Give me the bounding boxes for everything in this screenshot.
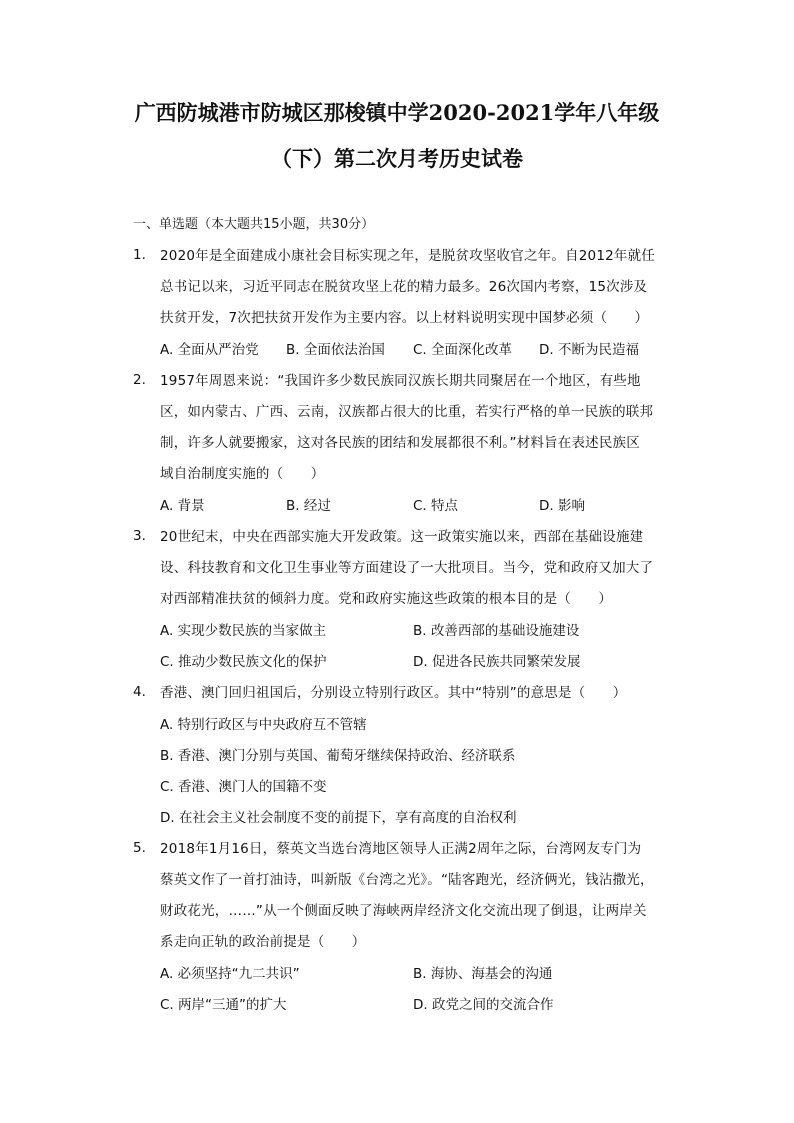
option-c: C. 全面深化改革 bbox=[413, 342, 513, 358]
question-number: 5. bbox=[133, 840, 146, 856]
question-text-line: 蔡英文作了一首打油诗，叫新版《台湾之光》。“陆客跑光，经济俩光，钱沾撒光， bbox=[160, 872, 654, 888]
option-c: C. 香港、澳门人的国籍不变 bbox=[160, 779, 327, 795]
option-a: A. 必须坚持“九二共识” bbox=[160, 966, 300, 982]
exam-title-line-1: 广西防城港市防城区那梭镇中学2020-2021学年八年级 bbox=[134, 100, 660, 125]
question-number: 1. bbox=[133, 247, 146, 263]
option-d: D. 不断为民造福 bbox=[539, 342, 639, 358]
option-b: B. 海协、海基会的沟通 bbox=[413, 966, 553, 982]
option-c: C. 推动少数民族文化的保护 bbox=[160, 654, 327, 670]
option-b: B. 香港、澳门分别与英国、葡萄牙继续保持政治、经济联系 bbox=[160, 748, 516, 764]
question-text-line: 设、科技教育和文化卫生事业等方面建设了一大批项目。当今，党和政府又加大了 bbox=[160, 560, 654, 576]
question-text-line: 香港、澳门回归祖国后，分别设立特别行政区。其中“特别”的意思是（ ） bbox=[160, 685, 627, 701]
question-text-line: 2018年1月16日，蔡英文当选台湾地区领导人正满2周年之际，台湾网友专门为 bbox=[160, 841, 642, 857]
option-c: C. 特点 bbox=[413, 498, 459, 514]
question-text-line: 区，如内蒙古、广西、云南，汉族都占很大的比重，若实行严格的单一民族的联邦 bbox=[160, 404, 654, 420]
option-d: D. 促进各民族共同繁荣发展 bbox=[413, 654, 581, 670]
exam-title-line-2: （下）第二次月考历史试卷 bbox=[271, 146, 523, 171]
option-c: C. 两岸“三通”的扩大 bbox=[160, 997, 287, 1013]
question-text-line: 财政花光，……”从一个侧面反映了海峡两岸经济文化交流出现了倒退，让两岸关 bbox=[160, 903, 647, 919]
question-number: 4. bbox=[133, 684, 146, 700]
option-a: A. 实现少数民族的当家做主 bbox=[160, 623, 327, 639]
option-a: A. 全面从严治党 bbox=[160, 342, 259, 358]
option-a: A. 特别行政区与中央政府互不管辖 bbox=[160, 717, 367, 733]
option-b: B. 全面依法治国 bbox=[286, 342, 385, 358]
option-d: D. 政党之间的交流合作 bbox=[413, 997, 554, 1013]
question-text-line: 2020年是全面建成小康社会目标实现之年，是脱贫攻坚收官之年。自2012年就任 bbox=[160, 248, 656, 264]
option-d: D. 在社会主义社会制度不变的前提下，享有高度的自治权利 bbox=[160, 810, 517, 826]
option-b: B. 经过 bbox=[286, 498, 331, 514]
option-a: A. 背景 bbox=[160, 498, 205, 514]
question-text-line: 20世纪末，中央在西部实施大开发政策。这一政策实施以来，西部在基础设施建 bbox=[160, 529, 644, 545]
question-number: 2. bbox=[133, 372, 146, 388]
question-text-line: 系走向正轨的政治前提是（ ） bbox=[160, 934, 366, 950]
question-text-line: 对西部精准扶贫的倾斜力度。党和政府实施这些政策的根本目的是（ ） bbox=[160, 591, 613, 607]
question-text-line: 域自治制度实施的（ ） bbox=[160, 466, 325, 482]
section-heading: 一、单选题（本大题共15小题，共30分） bbox=[133, 217, 375, 232]
option-d: D. 影响 bbox=[539, 498, 585, 514]
question-number: 3. bbox=[133, 528, 146, 544]
question-text-line: 制，许多人就要搬家，这对各民族的团结和发展都很不利。”材料旨在表述民族区 bbox=[160, 435, 640, 451]
question-text-line: 扶贫开发，7次把扶贫开发作为主要内容。以上材料说明实现中国梦必须（ ） bbox=[160, 310, 649, 326]
option-b: B. 改善西部的基础设施建设 bbox=[413, 623, 580, 639]
question-text-line: 总书记以来，习近平同志在脱贫攻坚上花的精力最多。26次国内考察，15次涉及 bbox=[160, 279, 648, 295]
question-text-line: 1957年周恩来说：“我国许多少数民族同汉族长期共同聚居在一个地区，有些地 bbox=[160, 373, 641, 389]
